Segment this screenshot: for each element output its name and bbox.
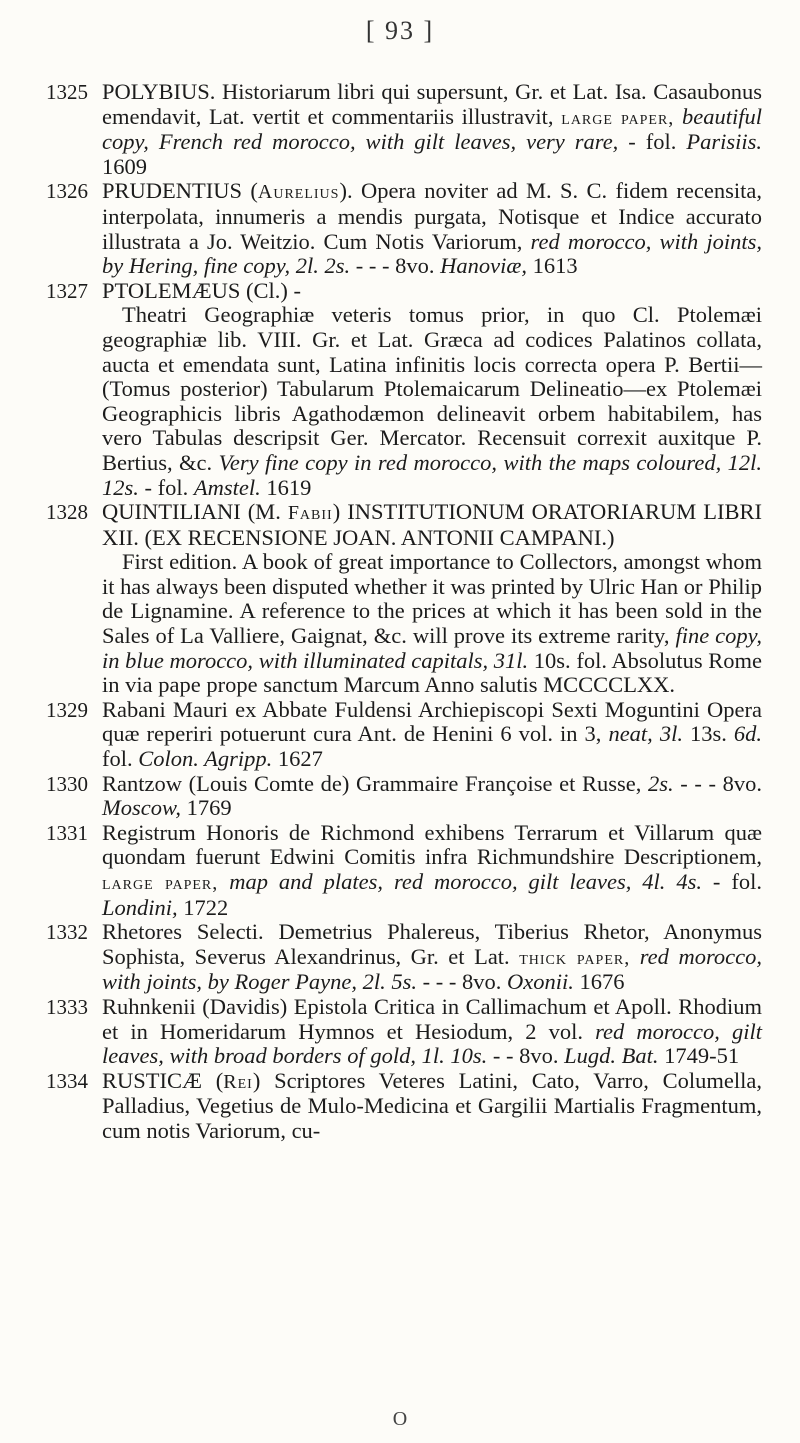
catalogue-entry: [46, 920, 762, 995]
small-caps-text: large paper,: [102, 872, 219, 894]
small-caps-text: Aurelius: [257, 181, 340, 204]
italic-text: 2l. 2s.: [295, 253, 351, 279]
entry-description: [102, 920, 762, 995]
entry-text: - fol.: [618, 129, 687, 155]
entry-text: 1769: [180, 795, 232, 821]
entry-text: POLYBIUS. Historiarum libri qui supersunt, Gr. et Lat. Isa. Casaubonus emendavit, Lat. vertit et commentariis illustravit,: [102, 79, 762, 129]
catalogue-entry: [46, 500, 762, 698]
entry-text: RUSTICÆ (: [102, 1067, 224, 1093]
entry-description: [102, 821, 762, 920]
italic-text: Amstel.: [193, 474, 261, 500]
entry-text: QUINTILIANI (M.: [102, 499, 288, 525]
italic-text: Parisiis.: [686, 129, 762, 155]
catalogue-entry: [46, 995, 762, 1069]
catalogue-entry: [46, 80, 762, 179]
entry-text: 10s. fol. Absolutus Rome in via pape prope sanctum Marcum Anno salutis MCCCCLXX.: [102, 647, 762, 698]
lot-number: 1333: [46, 994, 88, 1019]
entry-description: [102, 772, 762, 821]
italic-text: Very fine copy in red morocco, with the maps coloured, 12l. 12s.: [102, 449, 762, 500]
italic-text: red morocco, with joints, by Hering, fine copy,: [102, 228, 762, 279]
entry-note: [102, 303, 762, 500]
italic-text: red morocco, with joints, by Roger Payne, 2l. 5s.: [102, 943, 762, 995]
entry-text: Rantzow (Louis Comte de) Grammaire Françoise et Russe,: [102, 770, 648, 796]
entry-description: [102, 995, 762, 1069]
italic-text: neat, 3l.: [608, 721, 683, 747]
entry-description: [102, 1069, 762, 1144]
italic-text: 2s.: [648, 770, 674, 796]
catalogue-entry: [46, 698, 762, 772]
entry-description: [102, 500, 762, 550]
italic-text: Colon. Agripp.: [138, 746, 273, 772]
catalogue-entry: [46, 772, 762, 821]
entry-text: [630, 944, 640, 969]
catalogue-entry: [46, 279, 762, 500]
italic-text: Lugd. Bat.: [564, 1043, 659, 1069]
lot-number: 1328: [46, 500, 88, 525]
small-caps-text: large paper,: [561, 106, 675, 129]
italic-text: red morocco, gilt leaves, with broad borders of gold, 1l. 10s.: [102, 1018, 762, 1069]
entry-text: - - 8vo.: [487, 1043, 565, 1069]
entry-text: 1627: [272, 746, 323, 772]
catalogue-entries: [46, 80, 762, 1144]
entry-text: PRUDENTIUS (: [102, 178, 258, 204]
italic-text: 6d.: [733, 721, 762, 747]
entry-text: 1676: [573, 969, 625, 995]
lot-number: 1326: [46, 179, 88, 204]
entry-text: PTOLEMÆUS (Cl.) -: [102, 277, 301, 303]
italic-text: Oxonii.: [506, 969, 574, 995]
small-caps-text: Rei: [223, 1070, 253, 1093]
entry-text: 13s.: [682, 721, 734, 747]
italic-text: map and plates, red morocco, gilt leaves, 4l. 4s.: [229, 869, 702, 894]
italic-text: 31l.: [493, 647, 529, 673]
entry-description: [102, 80, 762, 179]
entry-text: Ruhnkenii (Davidis) Epistola Critica in Callimachum et Apoll. Rhodium et in Homeridarum Hymnos et Hesiodum, 2 vol.: [102, 993, 762, 1044]
entry-text: 1609: [102, 153, 147, 179]
lot-number: 1330: [46, 771, 88, 796]
entry-text: - - - 8vo.: [416, 969, 507, 995]
entry-text: ) Scriptores Veteres Latini, Cato, Varro, Columella, Palladius, Vegetius de Mulo-Medicina et Gargilii Martialis Fragmentum, cum notis Variorum, cu-: [102, 1067, 762, 1143]
entry-text: ). Opera noviter ad M. S. C. fidem recensita, interpolata, innumeris a mendis purgata, Notisque et Indice accurato illustrata a Jo. Weitzio. Cum Notis Variorum,: [102, 178, 762, 254]
entry-text: 1749-51: [658, 1043, 740, 1069]
entry-text: - fol.: [701, 869, 762, 894]
entry-text: Rhetores Selecti. Demetrius Phalereus, Tiberius Rhetor, Anonymus Sophista, Severus Alexandrinus, Gr. et Lat.: [102, 919, 762, 969]
entry-text: Rabani Mauri ex Abbate Fuldensi Archiepiscopi Sexti Moguntini Opera quæ reperiri potuerunt cura Ant. de Henini 6 vol. in 3,: [102, 696, 762, 747]
entry-note: [102, 550, 762, 698]
italic-text: Moscow,: [102, 795, 181, 821]
catalogue-entry: [46, 179, 762, 278]
entry-text: First edition. A book of great importance to Collectors, amongst whom it has always been disputed whether it was printed by Ulric Han or Philip de Lignamine. A reference to the prices at which it has been sold in the Sales of La Valliere, Gaignat, &c. will prove its extreme rarity,: [102, 549, 762, 649]
entry-text: Registrum Honoris de Richmond exhibens Terrarum et Villarum quæ quondam fuerunt Edwini Comitis infra Richmundshire Descriptionem,: [102, 819, 762, 870]
entry-text: [218, 869, 229, 894]
entry-text: - - - 8vo.: [673, 770, 762, 796]
catalogue-entry: [46, 1069, 762, 1144]
italic-text: Hanoviæ,: [440, 253, 527, 279]
entry-description: [102, 279, 762, 304]
entry-text: 1722: [177, 894, 229, 920]
catalogue-entry: [46, 821, 762, 920]
lot-number: 1325: [46, 80, 88, 104]
lot-number: 1329: [46, 697, 88, 722]
entry-description: [102, 179, 762, 278]
small-caps-text: thick paper,: [519, 946, 631, 969]
lot-number: 1332: [46, 920, 88, 945]
page-number: [ 93 ]: [365, 16, 435, 45]
italic-text: beautiful copy, French red morocco, with gilt leaves, very rare,: [102, 103, 763, 155]
entry-text: ) INSTITUTIONUM ORATORIARUM LIBRI XII. (EX RECENSIONE JOAN. ANTONII CAMPANI.): [102, 499, 762, 550]
entry-text: [674, 104, 682, 129]
lot-number: 1327: [46, 278, 88, 303]
entry-text: - - - 8vo.: [350, 253, 441, 279]
entry-text: fol.: [102, 746, 139, 772]
entry-text: Theatri Geographiæ veteris tomus prior, in quo Cl. Ptolemæi geographiæ lib. VIII. Gr. et Lat. Græca ad codices Palatinos collata, aucta et emendata sunt, Latina infinitis locis correcta opera P. Bertii—(Tomus posterior) Tabularum Ptolemaicarum Delineatio—ex Ptolemæi Geographicis libris Agathodæmon delineavit orbem habitabilem, has vero Tabulas descripsit Ger. Mercator. Recensuit correxit auxitque P. Bertius, &c.: [102, 302, 762, 475]
lot-number: 1331: [46, 820, 88, 845]
lot-number: 1334: [46, 1068, 88, 1093]
small-caps-text: Fabii: [287, 502, 333, 525]
italic-text: Londini,: [102, 894, 178, 920]
entry-text: - fol.: [138, 474, 194, 500]
entry-description: [102, 698, 762, 772]
signature-mark: O: [392, 1408, 408, 1430]
italic-text: fine copy, in blue morocco, with illuminated capitals,: [102, 623, 762, 673]
entry-text: 1613: [526, 253, 578, 279]
entry-text: 1619: [260, 474, 312, 500]
